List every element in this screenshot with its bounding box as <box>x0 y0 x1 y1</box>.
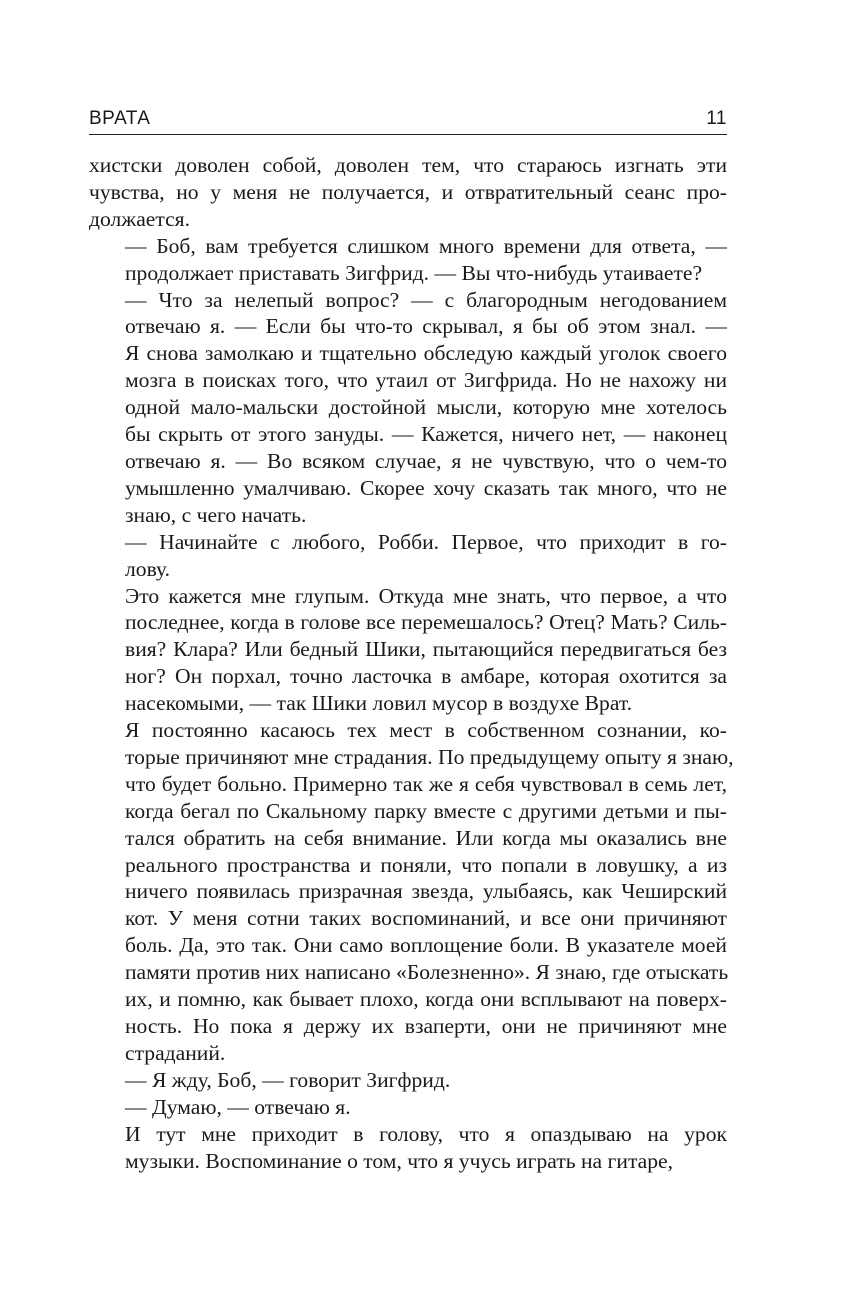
paragraph <box>89 1067 727 1094</box>
paragraph <box>89 529 727 583</box>
paragraph <box>89 233 727 287</box>
paragraph <box>89 717 734 1067</box>
text-line: мозга в поисках того, что утаил от Зигфрида. Но не нахожу ни <box>125 368 727 393</box>
text-line: реального пространства и поняли, что попали в ловушку, а из <box>125 852 727 877</box>
text-line: Я снова замолкаю и тщательно обследую каждый уголок своего <box>125 341 727 366</box>
text-line: хистски доволен собой, доволен тем, что стараюсь изгнать эти <box>89 153 727 177</box>
text-line: Я постоянно касаюсь тех мест в собственном сознании, ко- <box>125 718 727 743</box>
text-line: чувства, но у меня не получается, и отвратительный сеанс про- <box>89 179 727 204</box>
page-number: 11 <box>706 108 727 129</box>
text-line: насекомыми, — так Шики ловил мусор в воздухе Врат. <box>125 691 633 716</box>
body-text <box>89 152 734 1174</box>
text-line: — Я жду, Боб, — говорит Зигфрид. <box>125 1067 451 1092</box>
running-title: ВРАТА <box>89 108 151 129</box>
text-line: бы скрыть от этого зануды. — Кажется, ничего нет, — наконец <box>125 422 727 447</box>
text-line: — Начинайте с любого, Робби. Первое, что приходит в го- <box>125 529 727 554</box>
text-line: последнее, когда в голове все перемешалось? Отец? Мать? Силь- <box>125 610 727 635</box>
paragraph <box>89 1094 727 1121</box>
paragraph <box>89 1121 727 1175</box>
text-line: вия? Клара? Или бедный Шики, пытающийся передвигаться без <box>125 637 727 662</box>
text-line: музыки. Воспоминание о том, что я учусь играть на гитаре, <box>125 1148 674 1173</box>
text-line: отвечаю я. — Если бы что-то скрывал, я бы об этом знал. — <box>125 314 727 339</box>
text-line: тался обратить на себя внимание. Или когда мы оказались вне <box>125 825 727 850</box>
text-line: должается. <box>89 206 190 231</box>
text-line: Это кажется мне глупым. Откуда мне знать, что первое, а что <box>125 583 727 608</box>
running-header <box>89 106 727 135</box>
text-line: памяти против них написано «Болезненно». Я знаю, где отыскать <box>125 960 729 985</box>
text-line: продолжает приставать Зигфрид. — Вы что-нибудь утаиваете? <box>125 260 703 285</box>
paragraph <box>89 152 727 233</box>
text-line: что будет больно. Примерно так же я себя чувствовал в семь лет, <box>125 771 727 796</box>
text-line: торые причиняют мне страдания. По предыдущему опыту я знаю, <box>125 744 734 769</box>
text-line: И тут мне приходит в голову, что я опаздываю на урок <box>125 1121 727 1146</box>
text-line: — Думаю, — отвечаю я. <box>125 1094 351 1119</box>
text-line: умышленно умалчиваю. Скорее хочу сказать так много, что не <box>125 475 727 500</box>
text-line: одной мало-мальски достойной мысли, которую мне хотелось <box>125 395 727 420</box>
text-line: — Боб, вам требуется слишком много времени для ответа, — <box>125 233 727 258</box>
text-line: знаю, с чего начать. <box>125 502 307 527</box>
paragraph <box>89 583 727 718</box>
paragraph <box>89 287 727 529</box>
text-line: отвечаю я. — Во всяком случае, я не чувствую, что о чем-то <box>125 448 727 473</box>
text-line: их, и помню, как бывает плохо, когда они всплывают на поверх- <box>125 987 727 1012</box>
text-line: ничего появилась призрачная звезда, улыбаясь, как Чеширский <box>125 879 727 904</box>
text-line: страданий. <box>125 1040 226 1065</box>
text-line: кот. У меня сотни таких воспоминаний, и все они причиняют <box>125 906 727 931</box>
text-line: ног? Он порхал, точно ласточка в амбаре, которая охотится за <box>125 664 727 689</box>
text-line: лову. <box>125 556 171 581</box>
text-line: — Что за нелепый вопрос? — с благородным негодованием <box>125 287 727 312</box>
text-line: ность. Но пока я держу их взаперти, они не причиняют мне <box>125 1014 727 1038</box>
text-line: когда бегал по Скальному парку вместе с другими детьми и пы- <box>125 798 727 823</box>
text-line: боль. Да, это так. Они само воплощение боли. В указателе моей <box>125 933 727 958</box>
